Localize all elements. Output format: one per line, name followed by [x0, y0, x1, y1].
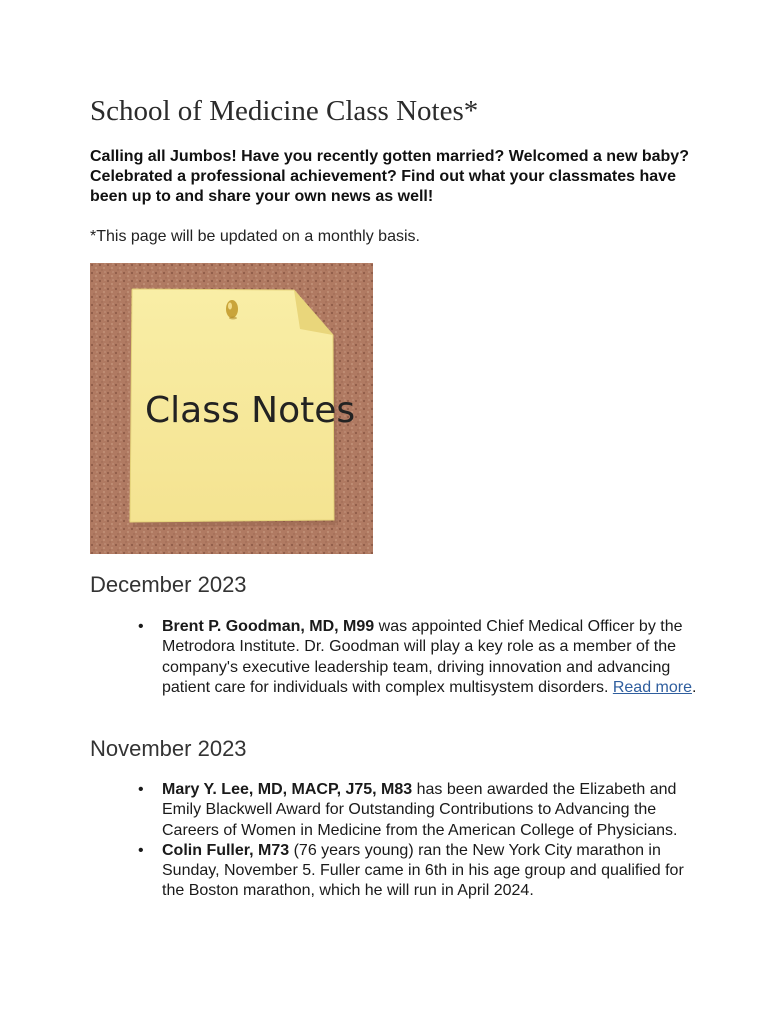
list-item: [138, 780, 702, 841]
read-more-link[interactable]: Read more: [612, 678, 692, 696]
entry-punctuation: .: [692, 678, 697, 696]
section-heading-december: December 2023: [90, 572, 247, 597]
page-title: School of Medicine Class Notes*: [90, 95, 479, 127]
intro-paragraph: Calling all Jumbos! Have you recently gotten married? Welcomed a new baby? Celebrated a professional achievement? Find out what your classmates have been up to and share your own news as well!: [90, 148, 689, 205]
list-item: [138, 617, 702, 698]
entry-name: Colin Fuller, M73: [162, 841, 290, 859]
cork-board-illustration: [90, 263, 373, 554]
entry-name: Brent P. Goodman, MD, M99: [162, 618, 375, 635]
note-handwritten-label: Class Notes: [145, 390, 356, 431]
class-notes-image: [90, 263, 373, 554]
bullet-dot: •: [138, 781, 144, 798]
november-list: [138, 780, 702, 902]
section-heading-november: November 2023: [90, 736, 247, 761]
bullet-dot: •: [138, 841, 144, 859]
update-note: *This page will be updated on a monthly basis.: [90, 228, 420, 245]
entry-text: (76 years young) ran the New York City marathon in Sunday, November 5. Fuller came in 6th in his age group and qualified for the Boston marathon, which he will run in April 2024.: [162, 841, 684, 900]
entry-name: Mary Y. Lee, MD, MACP, J75, M83: [162, 781, 413, 798]
bullet-dot: •: [138, 618, 144, 635]
entry-text: was appointed Chief Medical Officer by the Metrodora Institute. Dr. Goodman will play a key role as a member of the company's executive leadership team, driving innovation and advancing patient care for individuals with complex multisystem disorders.: [162, 618, 683, 696]
december-list: [138, 617, 702, 698]
list-item: [138, 841, 702, 902]
entry-text: has been awarded the Elizabeth and Emily Blackwell Award for Outstanding Contributions to Advancing the Careers of Women in Medicine from the American College of Physicians.: [162, 781, 678, 839]
